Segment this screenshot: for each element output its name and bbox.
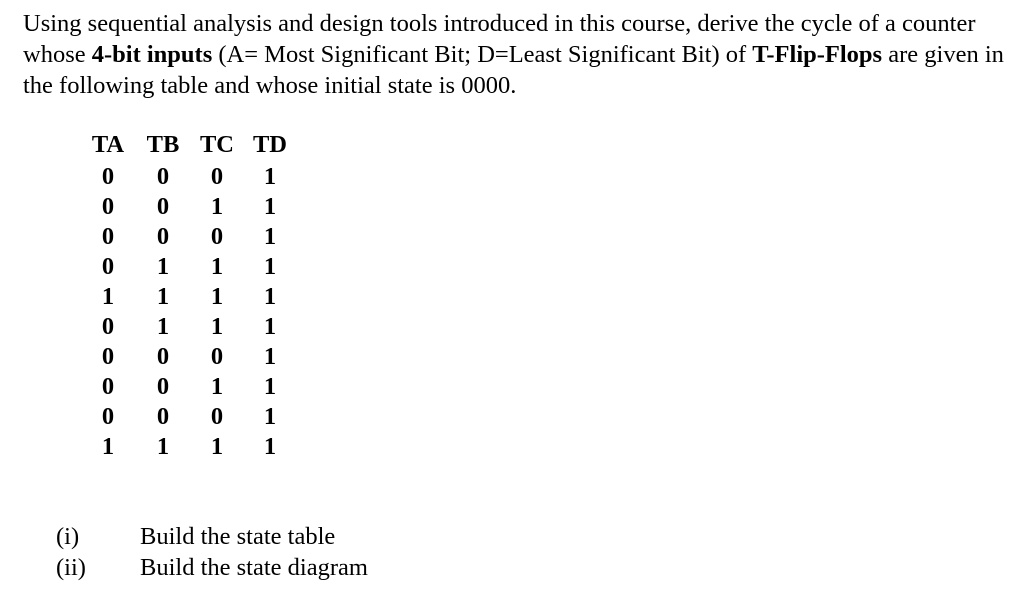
question-bold-t-flip-flops: T-Flip-Flops bbox=[752, 41, 883, 68]
table-row bbox=[84, 222, 300, 252]
table-row bbox=[84, 432, 300, 462]
cell-tb: 1 bbox=[156, 313, 170, 340]
cell-tc: 0 bbox=[210, 403, 224, 430]
question-text-3: are given in the following table and whose initial state is 0000. bbox=[23, 41, 1004, 99]
cell-ta: 0 bbox=[101, 223, 115, 250]
t-input-table bbox=[84, 128, 300, 462]
cell-tb: 1 bbox=[156, 253, 170, 280]
cell-td: 1 bbox=[263, 343, 277, 370]
cell-td: 1 bbox=[263, 403, 277, 430]
task-label: Build the state diagram bbox=[140, 554, 368, 581]
question-paragraph bbox=[23, 8, 1008, 101]
cell-tc: 1 bbox=[210, 433, 224, 460]
table-header-row bbox=[84, 128, 300, 162]
question-text-1: Using sequential analysis and design tools introduced in this course, derive the cycle of a counter whose bbox=[23, 10, 976, 68]
question-bold-4-bit-inputs: 4-bit inputs bbox=[91, 41, 213, 68]
cell-td: 1 bbox=[263, 373, 277, 400]
table-row bbox=[84, 252, 300, 282]
cell-td: 1 bbox=[263, 433, 277, 460]
cell-tb: 0 bbox=[156, 163, 170, 190]
cell-tc: 1 bbox=[210, 253, 224, 280]
cell-tb: 0 bbox=[156, 343, 170, 370]
cell-tb: 1 bbox=[156, 283, 170, 310]
cell-tc: 0 bbox=[210, 223, 224, 250]
cell-td: 1 bbox=[263, 223, 277, 250]
task-number: (ii) bbox=[56, 554, 86, 581]
table-row bbox=[84, 312, 300, 342]
header-tb: TB bbox=[146, 131, 180, 158]
cell-tb: 1 bbox=[156, 433, 170, 460]
cell-ta: 0 bbox=[101, 193, 115, 220]
table-row bbox=[84, 162, 300, 192]
cell-ta: 0 bbox=[101, 373, 115, 400]
cell-tb: 0 bbox=[156, 403, 170, 430]
task-item bbox=[56, 521, 368, 552]
task-label: Build the state table bbox=[140, 523, 336, 550]
cell-ta: 0 bbox=[101, 313, 115, 340]
cell-tc: 0 bbox=[210, 343, 224, 370]
task-list bbox=[56, 521, 368, 583]
table-row bbox=[84, 402, 300, 432]
cell-td: 1 bbox=[263, 163, 277, 190]
cell-ta: 0 bbox=[101, 253, 115, 280]
cell-tb: 0 bbox=[156, 193, 170, 220]
header-td: TD bbox=[252, 131, 288, 158]
cell-ta: 0 bbox=[101, 163, 115, 190]
cell-td: 1 bbox=[263, 253, 277, 280]
cell-tc: 1 bbox=[210, 283, 224, 310]
cell-ta: 1 bbox=[101, 283, 115, 310]
table-row bbox=[84, 192, 300, 222]
cell-tc: 1 bbox=[210, 373, 224, 400]
cell-ta: 0 bbox=[101, 343, 115, 370]
question-text-2: (A= Most Significant Bit; D=Least Significant Bit) of bbox=[212, 41, 753, 68]
table-row bbox=[84, 372, 300, 402]
cell-tb: 0 bbox=[156, 373, 170, 400]
header-tc: TC bbox=[199, 131, 235, 158]
cell-td: 1 bbox=[263, 193, 277, 220]
header-ta: TA bbox=[91, 131, 125, 158]
task-item bbox=[56, 552, 368, 583]
table-row bbox=[84, 282, 300, 312]
cell-td: 1 bbox=[263, 283, 277, 310]
cell-tc: 1 bbox=[210, 313, 224, 340]
cell-ta: 1 bbox=[101, 433, 115, 460]
cell-tc: 0 bbox=[210, 163, 224, 190]
cell-tc: 1 bbox=[210, 193, 224, 220]
cell-td: 1 bbox=[263, 313, 277, 340]
cell-tb: 0 bbox=[156, 223, 170, 250]
cell-ta: 0 bbox=[101, 403, 115, 430]
table-row bbox=[84, 342, 300, 372]
task-number: (i) bbox=[56, 523, 80, 550]
